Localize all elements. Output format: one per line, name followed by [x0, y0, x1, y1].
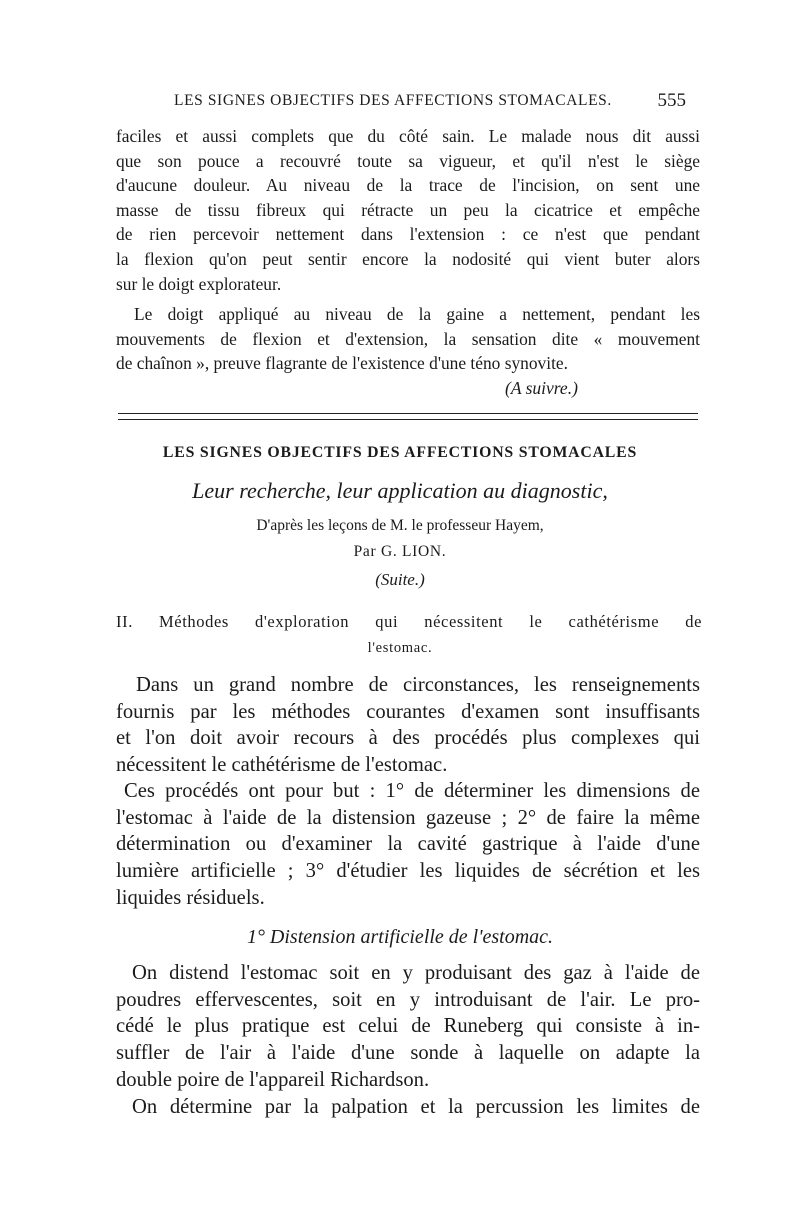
- text-line: fournis par les méthodes courantes d'examen sont insuffisants: [116, 700, 700, 723]
- section-heading-continued: l'estomac.: [367, 640, 433, 656]
- text-line: la flexion qu'on peut sentir encore la nodosité qui vient buter alors: [116, 248, 700, 269]
- text-line: de chaînon », preuve flagrante de l'existence d'une téno synovite.: [116, 353, 568, 374]
- text-line: que son pouce a recouvré toute sa vigueur, et qu'il n'est le siège: [116, 150, 700, 171]
- text-line: faciles et aussi complets que du côté sain. Le malade nous dit aussi: [116, 126, 700, 146]
- text-line: lumière artificielle ; 3° d'étudier les liquides de sécrétion et les: [116, 860, 700, 883]
- article-subtitle: Leur recherche, leur application au diagnostic,: [192, 478, 608, 503]
- text-line: On distend l'estomac soit en y produisant des gaz à l'aide de: [132, 962, 700, 984]
- article-paragraph: [116, 960, 700, 1094]
- text-line: Ces procédés ont pour but : 1° de déterminer les dimensions de: [124, 780, 700, 802]
- article-paragraph: [116, 1094, 700, 1121]
- running-head-title: LES SIGNES OBJECTIFS DES AFFECTIONS STOMACALES.: [174, 92, 612, 109]
- text-line: masse de tissu fibreux qui rétracte un peu la cicatrice et empêche: [116, 199, 700, 220]
- text-line: Le doigt appliqué au niveau de la gaine a nettement, pendant les: [134, 304, 700, 324]
- text-line: sur le doigt explorateur.: [116, 273, 282, 294]
- text-line: cédé le plus pratique est celui de Runeberg qui consiste à in-: [116, 1015, 700, 1038]
- article-continuation: (Suite.): [375, 570, 425, 589]
- signature: (A suivre.): [505, 378, 578, 398]
- article-paragraph: [116, 672, 700, 779]
- article-title: LES SIGNES OBJECTIFS DES AFFECTIONS STOMACALES: [162, 444, 638, 461]
- previous-article-paragraph: [116, 302, 700, 376]
- separator-rule: [118, 419, 698, 420]
- text-line: Dans un grand nombre de circonstances, les renseignements: [136, 674, 700, 696]
- text-line: double poire de l'appareil Richardson.: [116, 1068, 430, 1091]
- text-line: d'aucune douleur. Au niveau de la trace de l'incision, on sent une: [116, 175, 700, 196]
- separator-rule: [118, 413, 698, 414]
- text-line: On détermine par la palpation et la percussion les limites de: [132, 1096, 700, 1118]
- previous-article-paragraph: [116, 124, 700, 296]
- subsection-heading: 1° Distension artificielle de l'estomac.: [246, 926, 554, 948]
- text-line: détermination ou d'examiner la cavité gastrique à l'aide d'une: [116, 833, 700, 856]
- text-line: mouvements de flexion et d'extension, la sensation dite « mouvement: [116, 328, 700, 349]
- text-line: et l'on doit avoir recours à des procédés plus complexes qui: [116, 727, 700, 750]
- running-head: [174, 92, 686, 110]
- text-line: nécessitent le cathétérisme de l'estomac.: [116, 754, 448, 777]
- section-heading: II. Méthodes d'exploration qui nécessitent le cathétérisme de: [116, 612, 702, 631]
- text-line: liquides résiduels.: [116, 886, 265, 909]
- article-credit: D'après les leçons de M. le professeur Hayem,: [256, 517, 544, 534]
- text-line: l'estomac à l'aide de la distension gazeuse ; 2° de faire la même: [116, 806, 700, 829]
- text-line: suffler de l'air à l'aide d'une sonde à laquelle on adapte la: [116, 1042, 700, 1065]
- article-paragraph: [116, 778, 700, 912]
- text-line: de rien percevoir nettement dans l'extension : ce n'est que pendant: [116, 224, 700, 245]
- page-number: 555: [657, 90, 686, 111]
- text-line: poudres effervescentes, soit en y introduisant de l'air. Le pro-: [116, 988, 700, 1011]
- article-author: Par G. LION.: [353, 543, 447, 560]
